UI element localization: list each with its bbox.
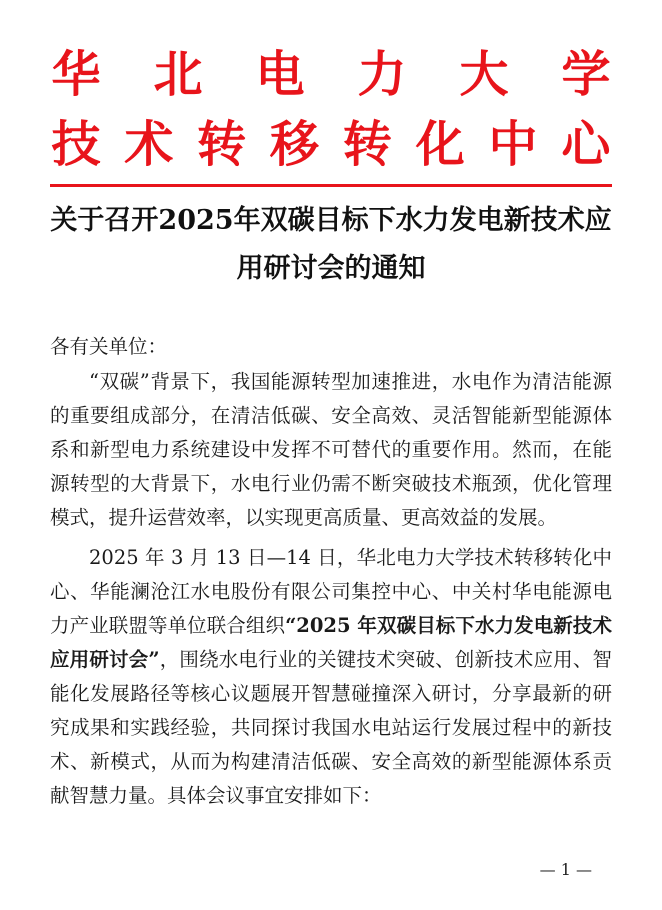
org-char: 力 bbox=[357, 46, 407, 103]
page-number: — 1 — bbox=[539, 860, 592, 879]
document-title-line1: 关于召开2025年双碳目标下水力发电新技术应 bbox=[50, 205, 612, 236]
paragraph-text bbox=[50, 541, 612, 813]
org-char: 心 bbox=[561, 116, 611, 173]
org-char: 北 bbox=[153, 46, 203, 103]
org-char: 学 bbox=[561, 46, 611, 103]
salutation: 各有关单位： bbox=[50, 335, 168, 358]
header-red-rule bbox=[50, 184, 612, 187]
paragraph-text-end: ，围绕水电行业的关键技术突破、创新技术应用、智能化发展路径等核心议题展开智慧碰撞深入研讨，分享最新的研究成果和实践经验，共同探讨我国水电站运行发展过程中的新技术、新模式，从而为构建清洁低碳、安全高效的新型能源体系贡献智慧力量。具体会议事宜安排如下： bbox=[50, 648, 612, 807]
event-name-bold: “2025 年双碳目标下水力发电新技术应用研讨会” bbox=[50, 614, 612, 671]
paragraph-text: “双碳”背景下，我国能源转型加速推进，水电作为清洁能源的重要组成部分，在清洁低碳、安全高效、灵活智能新型能源体系和新型电力系统建设中发挥不可替代的重要作用。然而，在能源转型的大背景下，水电行业仍需不断突破技术瓶颈，优化管理模式，提升运营效率，以实现更高质量、更高效益的发展。 bbox=[50, 370, 612, 529]
org-char: 化 bbox=[415, 116, 465, 173]
org-char: 华 bbox=[51, 46, 101, 103]
org-char: 电 bbox=[255, 46, 305, 103]
org-char: 转 bbox=[342, 116, 392, 173]
body-paragraph-1 bbox=[50, 365, 612, 535]
paragraph-text-start: 2025 年 3 月 13 日—14 日，华北电力大学技术转移转化中心、华能澜沧江水电股份有限公司集控中心、中关村华电能源电力产业联盟等单位联合组织 bbox=[50, 546, 612, 637]
org-char: 移 bbox=[270, 116, 320, 173]
document-title-line2: 用研讨会的通知 bbox=[236, 253, 426, 284]
org-char: 大 bbox=[459, 46, 509, 103]
org-char: 技 bbox=[51, 116, 101, 173]
org-name-line2 bbox=[50, 115, 612, 175]
org-char: 转 bbox=[197, 116, 247, 173]
org-char: 术 bbox=[124, 116, 174, 173]
body-paragraph-2 bbox=[50, 541, 612, 813]
org-name-line1 bbox=[50, 45, 612, 105]
org-char: 中 bbox=[488, 116, 538, 173]
